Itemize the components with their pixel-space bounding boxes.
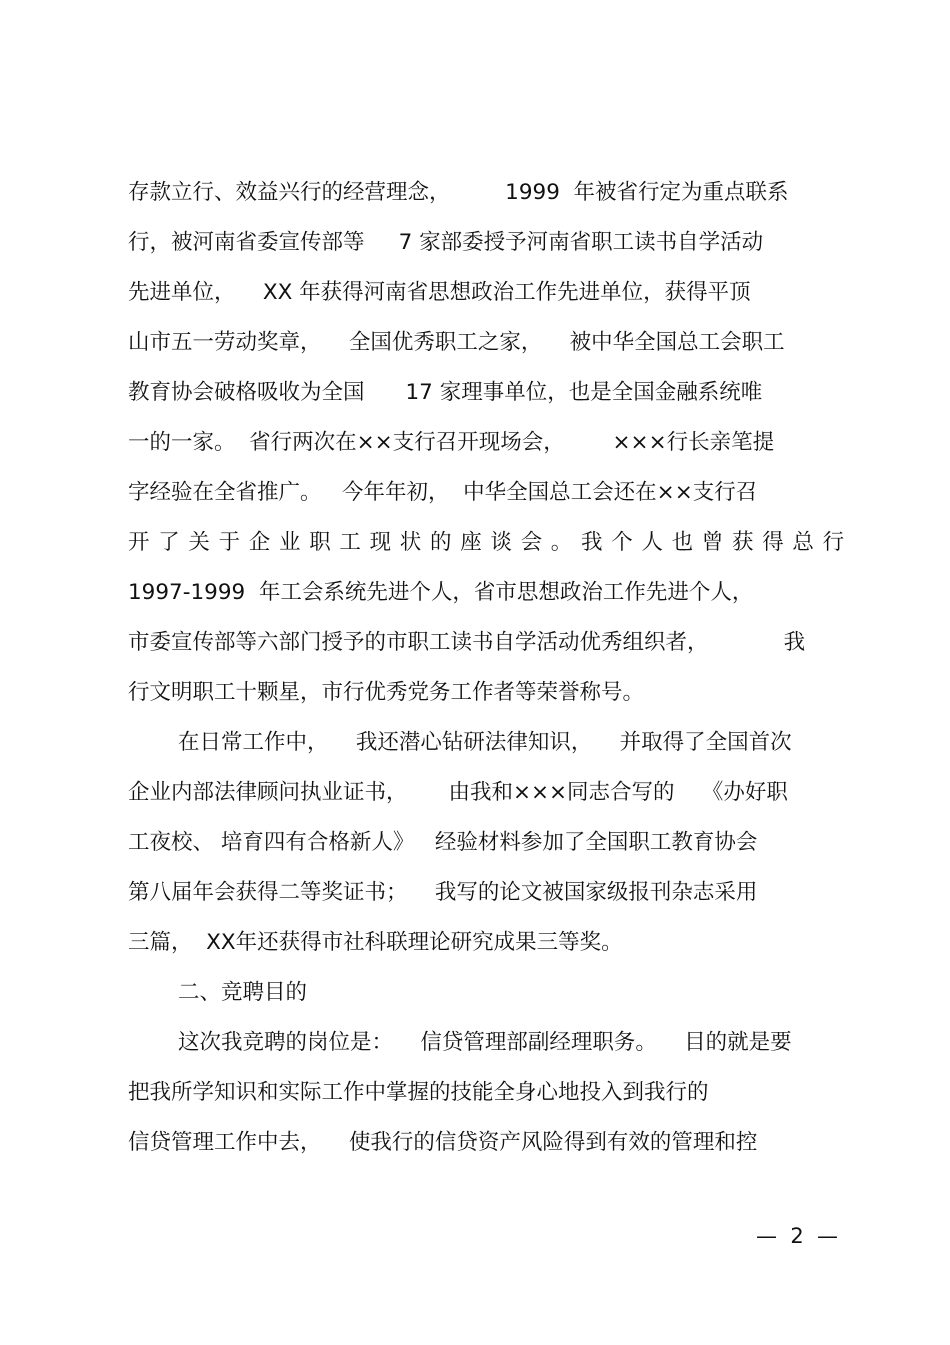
paragraph-legal-line-4: 第八届年会获得二等奖证书； 我写的论文被国家级报刊杂志采用 (128, 880, 758, 905)
paragraph-purpose-line-2: 把我所学知识和实际工作中掌握的技能全身心地投入到我行的 (128, 1080, 709, 1105)
page-number: — 2 — (756, 1224, 839, 1248)
body-line-9: 1997-1999 年工会系统先进个人，省市思想政治工作先进个人， (128, 580, 754, 605)
body-line-10: 市委宣传部等六部门授予的市职工读书自学活动优秀组织者， 我 (128, 630, 806, 655)
body-line-7: 字经验在全省推广。 今年年初， 中华全国总工会还在××支行召 (128, 480, 758, 505)
paragraph-legal-line-5: 三篇， XX年还获得市社科联理论研究成果三等奖。 (128, 930, 623, 955)
paragraph-legal-line-1: 在日常工作中， 我还潜心钻研法律知识， 并取得了全国首次 (178, 730, 792, 755)
body-line-8: 开了关于企业职工现状的座谈会。我个人也曾获得总行 (128, 530, 853, 555)
body-line-11: 行文明职工十颗星，市行优秀党务工作者等荣誉称号。 (128, 680, 645, 705)
paragraph-legal-line-2: 企业内部法律顾问执业证书， 由我和×××同志合写的 《办好职 (128, 780, 788, 805)
body-line-4: 山市五一劳动奖章， 全国优秀职工之家， 被中华全国总工会职工 (128, 330, 785, 355)
body-line-3: 先进单位， XX 年获得河南省思想政治工作先进单位，获得平顶 (128, 280, 751, 305)
paragraph-purpose-line-3: 信贷管理工作中去， 使我行的信贷资产风险得到有效的管理和控 (128, 1130, 758, 1155)
body-line-1: 存款立行、效益兴行的经营理念， 1999 年被省行定为重点联系 (128, 180, 789, 205)
section-heading: 二、竞聘目的 (178, 980, 308, 1005)
body-line-6: 一的一家。 省行两次在××支行召开现场会， ×××行长亲笔提 (128, 430, 775, 455)
paragraph-legal-line-3: 工夜校、 培育四有合格新人》 经验材料参加了全国职工教育协会 (128, 830, 758, 855)
body-line-5: 教育协会破格吸收为全国 17 家理事单位，也是全国金融系统唯 (128, 380, 763, 405)
paragraph-purpose-line-1: 这次我竞聘的岗位是： 信贷管理部副经理职务。 目的就是要 (178, 1030, 792, 1055)
body-line-2: 行，被河南省委宣传部等 7 家部委授予河南省职工读书自学活动 (128, 230, 764, 255)
